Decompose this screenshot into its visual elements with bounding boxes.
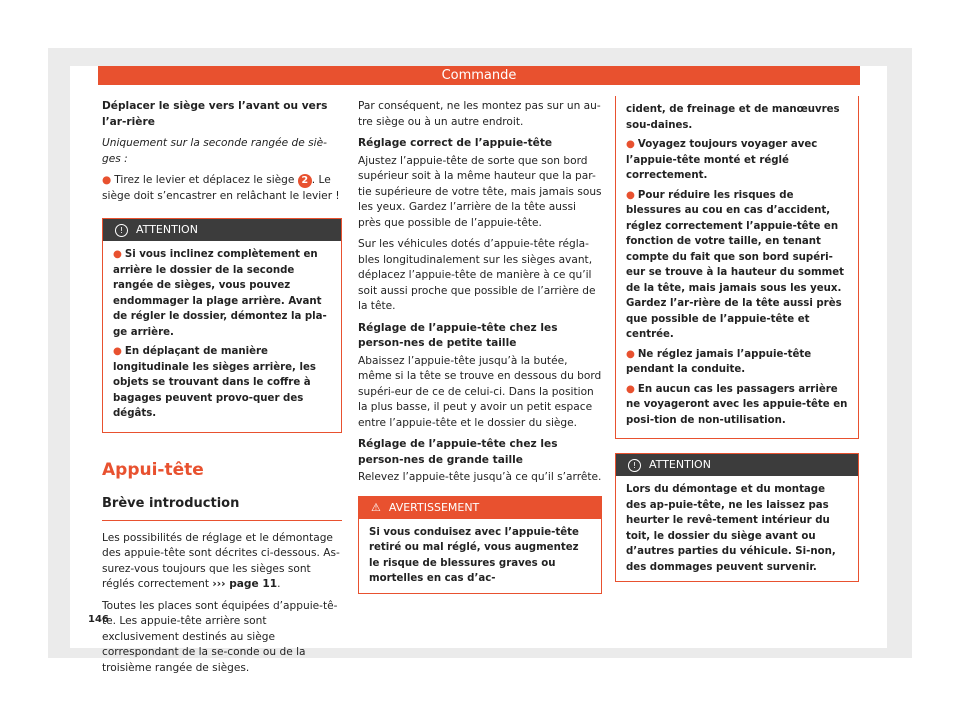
bullet-icon: ● xyxy=(113,346,122,357)
page-number: 146 xyxy=(88,614,109,625)
warning-item xyxy=(626,188,848,343)
warning-box-continued xyxy=(615,96,859,439)
attention-title: ATTENTION xyxy=(136,223,198,236)
warning-header xyxy=(359,497,601,519)
column-right xyxy=(615,96,859,582)
number-badge: 2 xyxy=(298,174,312,188)
paragraph: Ajustez l’appuie-tête de sorte que son bord supérieur soit à la même hauteur que la par-tie supérieure de votre tête, mais jamais sous les yeux. Gardez l’arrière de la tête aussi près que possible de l’appuie-tête. xyxy=(358,154,602,229)
intro-paragraph-2: Toutes les places sont équipées d’appuie-tê-te. Les appuie-tête arrière sont exclusivement destinés au siège correspondant de la se-conde ou de la troisième rangée de sièges. xyxy=(102,599,338,674)
attention-box xyxy=(102,218,342,433)
intro-text: Les possibilités de réglage et le démontage des appuie-tête sont décrites ci-dessous. As-surez-vous toujours que les sièges sont réglés correctement xyxy=(102,531,340,590)
warning-icon: ⚠ xyxy=(371,500,381,514)
warning-item-text: Pour réduire les risques de blessures au cou en cas d’accident, réglez correctement l’appuie-tête en fonction de votre taille, en tenant compte du fait que son bord supéri-eur se trouve à la hauteur du sommet de la tête, mais jamais sous les yeux. Gardez l’ar-rière de la tête aussi près que possible de l’appuie-tête et centrée. xyxy=(626,189,844,340)
heading-tall-people: Réglage de l’appuie-tête chez les person-nes de grande taille xyxy=(358,438,558,466)
attention-header-2 xyxy=(616,454,858,476)
bullet-icon: ● xyxy=(626,348,635,360)
warning-continued-body xyxy=(616,96,858,438)
column-middle xyxy=(358,99,602,594)
column-left xyxy=(102,99,342,682)
attention-item-text: Si vous inclinez complètement en arrière le dossier de la seconde rangée de sièges, vous pouvez endommager la plage arrière. Avant de régler le dossier, démontez la pla-ge arrière. xyxy=(113,249,327,338)
heading-correct-adjust: Réglage correct de l’appuie-tête xyxy=(358,137,553,149)
warning-body: Si vous conduisez avec l’appuie-tête retiré ou mal réglé, vous augmentez le risque de blessures graves ou mortelles en cas d’ac- xyxy=(369,526,579,584)
paragraph: Abaissez l’appuie-tête jusqu’à la butée, même si la tête se trouve en dessous du bord supéri-eur de ce de celui-ci. Dans la position la plus basse, il peut y avoir un petit espace entre l’appuie-tête et le dossier du siège. xyxy=(358,354,602,429)
attention-body xyxy=(103,241,341,432)
attention-title-2: ATTENTION xyxy=(649,458,711,471)
bullet-icon: ● xyxy=(113,249,122,260)
attention-item xyxy=(113,344,331,422)
heading-short-people: Réglage de l’appuie-tête chez les person-nes de petite taille xyxy=(358,321,558,349)
intro-text-end: . xyxy=(277,578,281,590)
step-text xyxy=(102,173,342,204)
warning-title: AVERTISSEMENT xyxy=(388,500,480,514)
subsection-title: Brève introduction xyxy=(102,496,240,511)
step-text-a: Tirez le levier et déplacez le siège xyxy=(114,174,295,186)
page-link[interactable]: ››› page 11 xyxy=(212,578,278,590)
attention-item xyxy=(113,247,331,340)
warning-item xyxy=(626,347,848,378)
warning-item xyxy=(626,137,848,184)
warning-item-text: Ne réglez jamais l’appuie-tête pendant la conduite. xyxy=(626,348,812,375)
warning-continued-text: cident, de freinage et de manœuvres sou-daines. xyxy=(626,104,840,131)
heading-move-seat: Déplacer le siège vers l’avant ou vers l’ar-rière xyxy=(102,100,328,128)
attention-box-2 xyxy=(615,453,859,582)
attention-body-2: Lors du démontage et du montage des ap-puie-tête, ne les laissez pas heurter le revê-tement intérieur du toit, le dossier du siège avant ou d’autres parties du véhicule. Si-non, des dommages peuvent survenir. xyxy=(626,484,836,573)
paragraph: Relevez l’appuie-tête jusqu’à ce qu’il s’arrête. xyxy=(358,471,602,483)
paragraph: Sur les véhicules dotés d’appuie-tête régla-bles longitudinalement sur les sièges avant, déplacez l’appuie-tête de manière à ce qu’il soit aussi proche que possible de l’arrière de la tête. xyxy=(358,238,596,312)
info-icon: ! xyxy=(628,459,641,472)
info-icon: ! xyxy=(115,224,128,237)
section-title: Appui-tête xyxy=(102,459,204,480)
paragraph: Par conséquent, ne les montez pas sur un au-tre siège ou à un autre endroit. xyxy=(358,100,601,128)
intro-paragraph-1 xyxy=(102,531,342,593)
bullet-icon: ● xyxy=(626,383,635,395)
bullet-icon: ● xyxy=(626,139,635,150)
attention-item-text: En déplaçant de manière longitudinale les sièges arrière, les objets se trouvant dans le coffre à bagages peuvent provo-quer des dégâts. xyxy=(113,346,316,419)
step-text-b: . Le siège doit s’encastrer en relâchant le levier ! xyxy=(102,174,340,202)
attention-header xyxy=(103,219,341,241)
section-header: Commande xyxy=(98,66,860,85)
subheading-second-row: Uniquement sur la seconde rangée de siè-ges : xyxy=(102,137,327,165)
warning-box xyxy=(358,496,602,594)
warning-item-text: Voyagez toujours voyager avec l’appuie-tête monté et réglé correctement. xyxy=(626,139,818,181)
warning-item-text: En aucun cas les passagers arrière ne voyageront avec les appuie-tête en posi-tion de non-utilisation. xyxy=(626,383,848,426)
bullet-icon: ● xyxy=(626,189,635,201)
bullet-icon: ● xyxy=(102,174,112,186)
warning-item xyxy=(626,382,848,429)
